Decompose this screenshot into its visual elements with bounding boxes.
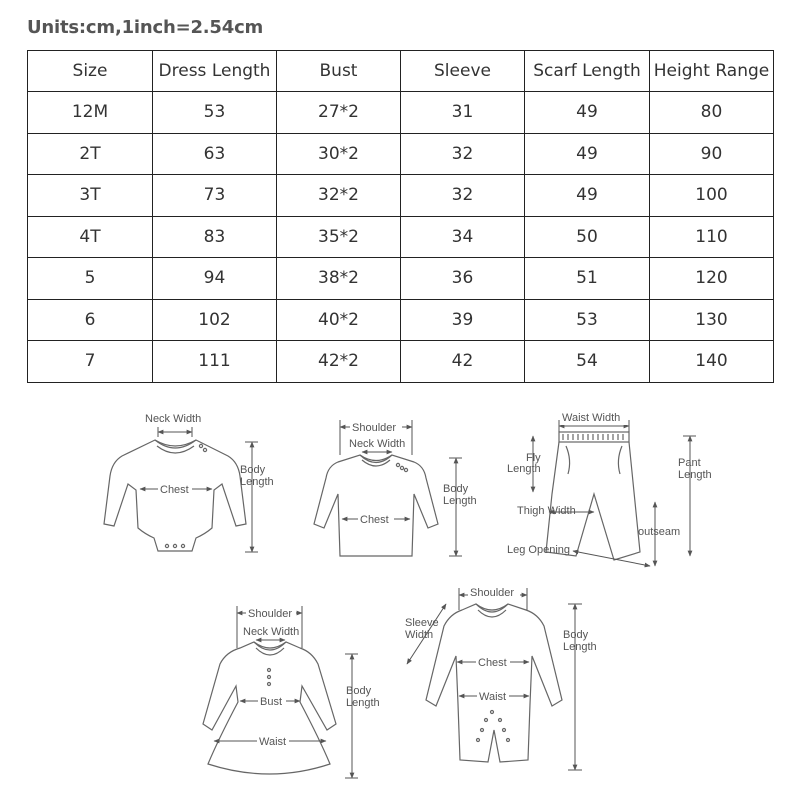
table-cell: 100 (650, 175, 774, 217)
table-cell: 30*2 (277, 133, 401, 175)
header-dress-length: Dress Length (153, 51, 277, 92)
dress-shoulder-label: Shoulder (248, 608, 293, 620)
table-cell: 4T (28, 216, 153, 258)
bodysuit-chest-label: Chest (160, 484, 189, 496)
romper-chest-label: Chest (478, 657, 507, 669)
header-sleeve: Sleeve (401, 51, 525, 92)
pants-waist-width-label: Waist Width (562, 412, 621, 424)
table-cell: 5 (28, 258, 153, 300)
romper-body-label: Body (563, 629, 589, 641)
table-cell: 36 (401, 258, 525, 300)
table-cell: 32 (401, 133, 525, 175)
table-cell: 51 (525, 258, 650, 300)
table-cell: 39 (401, 299, 525, 341)
shirt-diagram (314, 420, 477, 556)
pants-leg-opening-label: Leg Opening (507, 544, 570, 556)
romper-sleeve-label: Sleeve (405, 617, 439, 629)
table-cell: 90 (650, 133, 774, 175)
table-cell: 42*2 (277, 341, 401, 383)
table-cell: 7 (28, 341, 153, 383)
table-cell: 140 (650, 341, 774, 383)
romper-shoulder-label: Shoulder (470, 587, 515, 599)
pants-fly-length-label: Length (507, 463, 541, 475)
shirt-length-label: Length (443, 495, 477, 507)
table-cell: 38*2 (277, 258, 401, 300)
table-cell: 102 (153, 299, 277, 341)
header-bust: Bust (277, 51, 401, 92)
table-cell: 130 (650, 299, 774, 341)
shirt-shoulder-label: Shoulder (352, 422, 397, 434)
table-cell: 40*2 (277, 299, 401, 341)
dress-diagram (203, 606, 380, 778)
romper-waist-label: Waist (479, 691, 507, 703)
table-cell: 94 (153, 258, 277, 300)
header-height-range: Height Range (650, 51, 774, 92)
table-cell: 2T (28, 133, 153, 175)
table-cell: 49 (525, 133, 650, 175)
bodysuit-neck-width-label: Neck Width (145, 413, 202, 425)
romper-width-label: Width (405, 629, 434, 641)
table-cell: 12M (28, 92, 153, 134)
shirt-chest-label: Chest (360, 514, 389, 526)
table-cell: 80 (650, 92, 774, 134)
dress-waist-label: Waist (259, 736, 287, 748)
table-cell: 49 (525, 175, 650, 217)
pants-thigh-width-label: Thigh Width (517, 505, 576, 517)
romper-diagram (405, 587, 597, 770)
table-cell: 27*2 (277, 92, 401, 134)
table-cell: 42 (401, 341, 525, 383)
pants-diagram (507, 412, 712, 566)
shirt-outline (314, 455, 438, 556)
header-scarf-length: Scarf Length (525, 51, 650, 92)
table-cell: 53 (525, 299, 650, 341)
table-cell: 50 (525, 216, 650, 258)
bodysuit-diagram (104, 413, 274, 552)
bodysuit-length-label: Length (240, 476, 274, 488)
shirt-body-label: Body (443, 483, 469, 495)
table-cell: 63 (153, 133, 277, 175)
dress-neck-width-label: Neck Width (243, 626, 300, 638)
table-cell: 34 (401, 216, 525, 258)
table-cell: 35*2 (277, 216, 401, 258)
table-cell: 49 (525, 92, 650, 134)
bodysuit-body-label: Body (240, 464, 266, 476)
table-cell: 83 (153, 216, 277, 258)
pants-fly-label: Fly (526, 452, 541, 464)
table-cell: 3T (28, 175, 153, 217)
pants-pant-length-label: Length (678, 469, 712, 481)
table-cell: 32 (401, 175, 525, 217)
romper-outline (426, 604, 562, 762)
table-cell: 111 (153, 341, 277, 383)
dress-bust-label: Bust (260, 696, 283, 708)
shirt-neck-width-label: Neck Width (349, 438, 406, 450)
table-cell: 110 (650, 216, 774, 258)
pants-outseam-label: outseam (638, 526, 681, 538)
header-size: Size (28, 51, 153, 92)
table-cell: 32*2 (277, 175, 401, 217)
table-cell: 120 (650, 258, 774, 300)
table-cell: 53 (153, 92, 277, 134)
dress-length-label: Length (346, 697, 380, 709)
dress-body-label: Body (346, 685, 372, 697)
table-cell: 31 (401, 92, 525, 134)
pants-outline (546, 442, 640, 560)
pants-pant-label: Pant (678, 457, 701, 469)
table-cell: 6 (28, 299, 153, 341)
table-cell: 54 (525, 341, 650, 383)
units-note: Units:cm,1inch=2.54cm (27, 17, 264, 38)
table-cell: 73 (153, 175, 277, 217)
romper-length-label: Length (563, 641, 597, 653)
